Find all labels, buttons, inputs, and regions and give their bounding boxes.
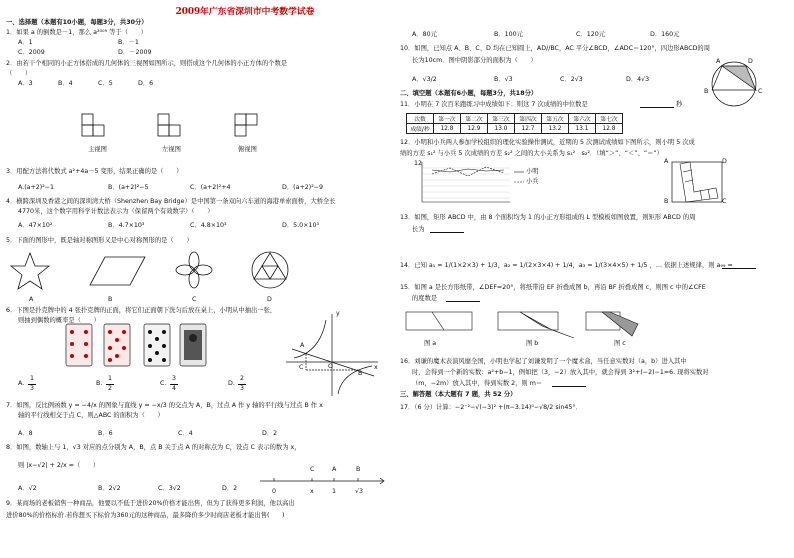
q6-option-d-denominator: 3: [239, 385, 244, 392]
q5-option-a: A: [29, 296, 34, 303]
q9-option-a: A．80元: [412, 31, 437, 38]
q11-text: 11．小明在 7 次百米跑练习中成绩如下：则这 7 次成绩的中位数是: [400, 101, 588, 108]
q9-option-b: B．100元: [494, 31, 523, 38]
q14-answer-blank[interactable]: [722, 262, 756, 269]
q15-text-line1: 15．如图 a 是长方形纸带，∠DEF=20°，将纸带沿 EF 折叠成图 b，再沿 BF 折叠成图 c，则图 c 中的∠CFE: [400, 284, 706, 291]
q5-option-c: C: [192, 296, 197, 303]
q8-number-line: [258, 474, 388, 488]
q15-caption-a: 图 a: [424, 340, 437, 347]
table-cell: 第四次: [515, 114, 542, 124]
q6-card-2: [104, 324, 130, 366]
q5-option-b: B: [108, 296, 113, 303]
q6-option-c-numerator: 3: [171, 375, 176, 382]
exam-title: 2009年广东省深圳市中考数学试卷: [175, 7, 315, 17]
q2-option-a: A．3: [18, 80, 33, 87]
q4-text-line1: 4．横跨深圳及香港之间的深圳湾大桥（Shenzhen Bay Bridge）是中国第一条双向六车道的海港单索面桥，大桥全长: [6, 198, 336, 205]
q10-option-c: C．2√3: [560, 76, 583, 83]
q8-text-line2: 则 |x−√2| + 2/x =（ ）: [18, 462, 100, 469]
q10-text-line1: 10．如图，已知点 A、B、C、D 均在已知圆上，AD//BC，AC 平分∠BCD，∠ADC＝120°，四边形ABCD的周: [400, 45, 711, 52]
q6-option-b-denominator: 2: [107, 385, 112, 392]
q7-graph-origin-label: O: [328, 363, 333, 370]
q12-legend-xiaoming: 小明: [526, 168, 539, 175]
q10-option-a: A．√3/2: [412, 76, 437, 83]
q8-axis-point-c: C: [310, 466, 315, 473]
q15-caption-b: 图 b: [526, 340, 539, 347]
q6-card-3: [144, 324, 170, 366]
q3-option-d: D．(a+2)²−9: [282, 184, 324, 191]
q10-option-d: D．4√3: [626, 76, 650, 83]
q6-option-c-denominator: 4: [171, 385, 176, 392]
q3-text: 3．用配方法将代数式 a²+4a－5 变形，结果正确的是（ ）: [6, 168, 183, 175]
q12-legend-xiaobing: 小兵: [526, 178, 539, 185]
q13-point-d: D: [722, 158, 727, 165]
q13-text-line2: 长为: [412, 226, 425, 233]
q6-option-a-numerator: 1: [29, 375, 34, 382]
q8-axis-point-a: A: [332, 466, 337, 473]
q16-answer-blank[interactable]: [552, 380, 586, 387]
table-cell: 第二次: [461, 114, 488, 124]
q7-option-d: D．2: [262, 430, 278, 437]
q8-axis-point-b: B: [356, 466, 361, 473]
q15-text-line2: 的度数是: [412, 295, 438, 302]
q2-text-tail: （ ）: [6, 70, 32, 77]
q5-figures: [10, 249, 310, 301]
q9-text-line1: 9．某商场的老板销售一种商品，他要以不低于进价20%价格才能出售，但为了获得更多利润，他以高出: [6, 500, 295, 507]
q1-option-d: D．－2009: [118, 49, 152, 56]
q5-circle-triangle-figure: [252, 252, 288, 288]
table-cell: 12.7: [515, 124, 542, 134]
q8-axis-sqrt3: √3: [355, 488, 364, 495]
q6-option-d-numerator: 2: [239, 375, 244, 382]
q11-score-table: [406, 113, 623, 134]
q15-caption-c: 图 c: [614, 340, 626, 347]
q15-figure-b-fold: [520, 312, 574, 338]
q1-option-c: C．2009: [18, 49, 45, 56]
q7-graph-point-a: A: [300, 342, 305, 349]
q3-option-a: A.(a+2)²−1: [18, 184, 55, 191]
q6-option-d-label: D.: [228, 380, 235, 387]
q5-star-figure: [11, 253, 49, 289]
q15-answer-blank[interactable]: [446, 295, 480, 302]
table-cell: 次数: [407, 114, 434, 124]
q14-text: 14．已知 a₁ = 1/(1×2×3) + 1/3，a₂ = 1/(2×3×4) + 1/4，a₃ = 1/(3×4×5) + 1/5 ，… 依据上述规律，则 a₉₉ =: [400, 262, 733, 269]
q4-option-d: D．5.0×10³: [282, 222, 319, 229]
q3-option-c: C．(a+2)²+4: [190, 184, 231, 191]
table-cell: 第六次: [569, 114, 596, 124]
q7-option-b: B．6: [98, 430, 113, 437]
q1-option-a: A．1: [18, 39, 33, 46]
q2-view-left-label: 左视图: [162, 146, 181, 153]
table-row: [407, 124, 623, 134]
section-multiple-choice-heading: 一、选择题（本题有10小题，每题3分，共30分）: [6, 19, 148, 26]
section-answer-heading: 三、解答题（本大题有 7 题，共 52 分）: [400, 391, 517, 398]
q8-axis-x: x: [310, 488, 314, 495]
q6-option-a-denominator: 3: [29, 385, 34, 392]
q12-text-line1: 12．小明和小兵两人参加学校组织的理化实验操作测试，近期的 5 次测试成绩如下图所示，则小明 5 次成: [400, 139, 695, 146]
q10-text-line2: 长为10cm．图中阴影部分的面积为（ ）: [412, 57, 537, 64]
table-row: [407, 114, 623, 124]
q10-circle-point-d: D: [748, 58, 753, 65]
q7-text-line2: 轴的平行线相交于点 C，则△ABC 的面积为（ ）: [18, 412, 164, 419]
table-cell: 12.9: [461, 124, 488, 134]
q6-playing-cards: [60, 322, 220, 372]
q13-text-line1: 13．如图，矩形 ABCD 中，由 8 个面积均为 1 的小正方形组成的 L 型模板如图放置，则矩形 ABCD 的周: [400, 214, 696, 221]
hyperbola-branch-upper: [294, 320, 326, 358]
q5-text: 5．下面的图形中，既是轴对称图形又是中心对称图形的是（ ）: [6, 237, 193, 244]
q4-text-line2: 4770米，这个数字用科学计数法表示为（保留两个有效数字）（ ）: [18, 208, 214, 215]
q6-text-line1: 6．下图是扑克牌中的 4 张扑克牌的正面，将它们正面朝下洗匀后放在桌上，小明从中抽出一张，: [6, 307, 277, 314]
table-cell: 12.8: [434, 124, 461, 134]
q9-text-line2: 进价80%的价格标价.若你想买下标价为360元的这种商品，最多降价多少时商店老板才能出售( ): [6, 512, 285, 519]
q4-option-b: B．4.7×10³: [108, 222, 145, 229]
q6-option-b-label: B.: [96, 380, 103, 387]
q10-circle-point-b: B: [704, 88, 709, 95]
q16-text-line1: 16．刘谦的魔术表演风靡全国，小明也学起了刘谦发明了一个魔术盒，当任意实数对（a，b）进入其中: [400, 358, 687, 365]
q12-line-chart: [414, 160, 534, 206]
q10-circle-point-a: A: [716, 58, 721, 65]
q15-figure-a-strip: [406, 312, 472, 330]
q4-option-a: A．47×10²: [18, 222, 53, 229]
q11-unit: 秒: [676, 101, 683, 108]
q16-text-line2: 时，会得到一个新的实数：a²+b−1，例如把（3，−2）放入其中，就会得到 3²+(−2)−1=6. 现将实数对: [412, 369, 709, 376]
q9-option-c: C．120元: [576, 31, 606, 38]
table-cell: 13.1: [569, 124, 596, 134]
q9-option-d: D．160元: [650, 31, 680, 38]
q8-axis-one: 1: [332, 488, 337, 495]
q10-circle-figure: [706, 58, 762, 110]
q5-option-d: D: [267, 296, 272, 303]
table-cell: 第一次: [434, 114, 461, 124]
q15-folding-figures: [402, 306, 642, 346]
q13-rectangle-figure: [666, 156, 728, 208]
q6-option-b-numerator: 1: [107, 375, 112, 382]
table-cell: 成绩/秒: [407, 124, 434, 134]
q1-text: 1．如果 a 的倒数是－1，那么 a²⁰⁰⁹ 等于（ ）: [6, 29, 147, 36]
q10-option-b: B．√3: [494, 76, 513, 83]
q2-option-c: C．5: [98, 80, 113, 87]
q6-option-c-label: C.: [160, 380, 167, 387]
q12-text-line2: 绩的方差 s₁² 与小兵 5 次成绩的方差 s₂² 之间的大小关系为 s₁² s₂²．（填“＞”、“＜”、“＝”）: [400, 150, 663, 157]
table-cell: 13.2: [542, 124, 569, 134]
q8-option-a: A．√2: [18, 485, 37, 492]
q2-option-d: D．6: [138, 80, 154, 87]
q8-option-b: B．2√2: [98, 485, 121, 492]
q2-text: 2．由若干个相同的小正方体搭成的几何体的三视图如图所示，则搭成这个几何体的小正方体的个数是: [6, 60, 288, 67]
q7-text-line1: 7．如图，反比例函数 y = −4/x 的图象与直线 y = −x/3 的交点为 A，B，过点 A 作 y 轴的平行线与过点 B 作 x: [6, 402, 323, 409]
q6-option-a-label: A.: [18, 380, 25, 387]
q2-view-front-label: 主视图: [88, 146, 107, 153]
table-cell: 13.0: [488, 124, 515, 134]
q2-option-b: B．4: [58, 80, 73, 87]
q11-answer-blank[interactable]: [640, 101, 674, 108]
q17-text: 17．（6 分）计算：−2⁻²−√(−3)² +(π−3.14)⁰−√8/2 sin45°．: [400, 404, 582, 411]
q5-four-leaf-figure: [176, 252, 212, 288]
table-cell: 第三次: [488, 114, 515, 124]
q7-graph-x-label: x: [374, 364, 378, 371]
q7-graph-y-label: y: [336, 310, 340, 317]
table-cell: 12.8: [596, 124, 623, 134]
q3-option-b: B．(a+2)²−5: [108, 184, 149, 191]
q1-option-b: B．－1: [118, 39, 139, 46]
section-fill-blank-heading: 二、填空题（本题有6小题，每题3分，共18分）: [400, 90, 538, 97]
table-cell: 第七次: [596, 114, 623, 124]
q13-answer-blank[interactable]: [430, 226, 464, 233]
q7-option-a: A．8: [18, 430, 33, 437]
q8-option-c: C．3√2: [158, 485, 181, 492]
q16-text-line3: （m，−2m）放入其中，得到实数 2，则 m＝: [412, 380, 543, 387]
q5-parallelogram-figure: [90, 257, 145, 285]
q7-graph-point-b: B: [358, 370, 363, 377]
q13-point-c: C: [722, 198, 727, 205]
q8-axis-zero: 0: [272, 488, 277, 495]
q4-option-c: C．4.8×10³: [190, 222, 227, 229]
q7-hyperbola-graph: [282, 310, 382, 400]
q7-graph-point-c: C: [299, 364, 304, 371]
q6-text-line2: 则抽到偶数的概率是（ ）: [18, 317, 100, 324]
q13-point-a: A: [664, 158, 669, 165]
q8-text-line1: 8．如图，数轴上与 1，√3 对应的点分别为 A，B，点 B 关于点 A 的对称点为 C，设点 C 表示的数为 x，: [6, 444, 301, 451]
table-cell: 第五次: [542, 114, 569, 124]
q13-point-b: B: [664, 198, 669, 205]
q10-circle-point-c: C: [758, 88, 763, 95]
q7-option-c: C．4: [178, 430, 193, 437]
q12-y-tick-top: 12: [414, 160, 423, 167]
q6-card-1: [66, 324, 92, 366]
q8-option-d: D．2: [222, 485, 238, 492]
q2-view-top-label: 俯视图: [238, 146, 257, 153]
